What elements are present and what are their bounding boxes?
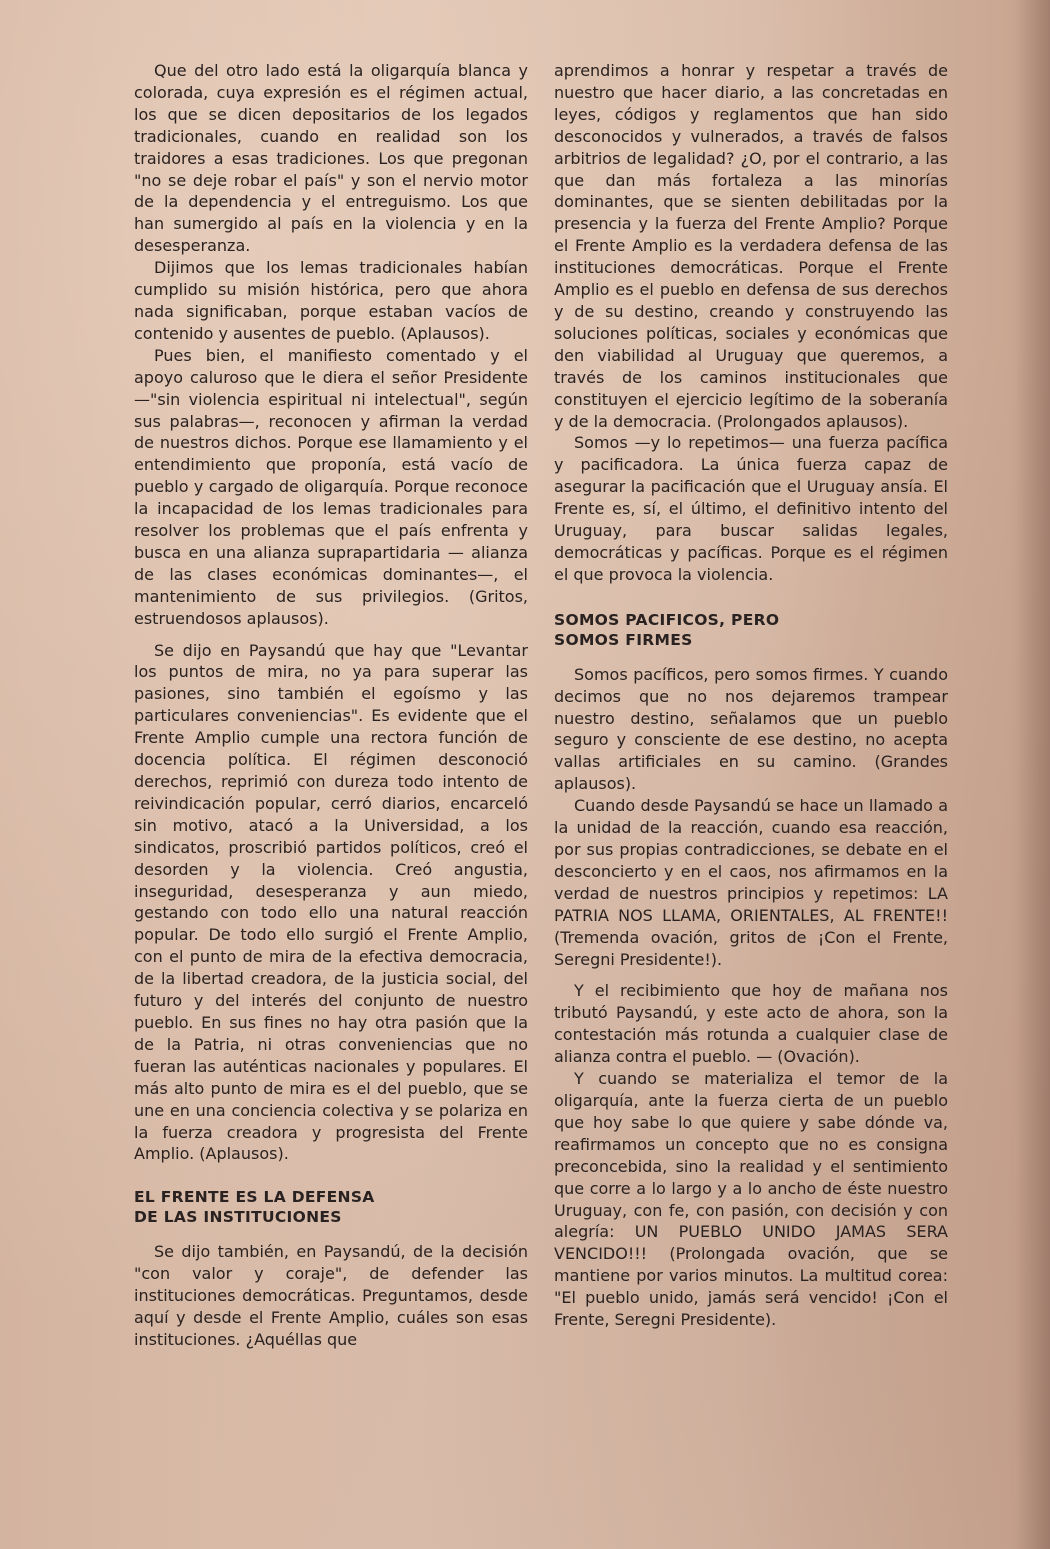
heading-line: SOMOS PACIFICOS, PERO <box>554 610 780 629</box>
paragraph: Dijimos que los lemas tradicionales habían cumplido su misión histórica, pero que ahora nada significaban, porque estaban vacíos de contenido y ausentes de pueblo. (Aplausos). <box>134 258 528 343</box>
heading-line: SOMOS FIRMES <box>554 630 693 649</box>
paragraph: Que del otro lado está la oligarquía blanca y colorada, cuya expresión es el régimen actual, los que se dicen depositarios de los legados tradicionales, cuando en realidad son los traidores a esas tradiciones. Los que pregonan "no se deje robar el país" y son el nervio motor de la dependencia y el entreguismo. Los que han sumergido al país en la violencia y en la desesperanza. <box>134 61 528 256</box>
section-heading <box>134 1187 528 1227</box>
paragraph: Pues bien, el manifiesto comentado y el apoyo caluroso que le diera el señor Presidente —"sin violencia espiritual ni intelectual", según sus palabras—, reconocen y afirman la verdad de nuestros dichos. Porque ese llamamiento y el entendimiento que proponía, está vacío de pueblo y cargado de oligarquía. Porque reconoce la incapacidad de los lemas tradicionales para resolver los problemas que el país enfrenta y busca en una alianza suprapartidaria — alianza de las clases económicas dominantes—, el mantenimiento de sus privilegios. (Gritos, estruendosos aplausos). <box>134 345 528 628</box>
section-heading <box>554 610 948 650</box>
paragraph: Se dijo también, en Paysandú, de la decisión "con valor y coraje", de defender las instituciones democráticas. Preguntamos, desde aquí y desde el Frente Amplio, cuáles son esas instituciones. ¿Aquéllas que <box>134 1242 528 1349</box>
heading-line: DE LAS INSTITUCIONES <box>134 1208 342 1227</box>
paragraph: Se dijo en Paysandú que hay que "Levantar los puntos de mira, no ya para superar las pasiones, sino también el egoísmo y las particulares conveniencias". Es evidente que el Frente Amplio cumple una rectora función de docencia política. El régimen desconoció derechos, reprimió con dureza todo intento de reivindicación popular, cerró diarios, encarceló sin motivo, atacó a la Universidad, a los sindicatos, proscribió partidos políticos, creó el desorden y la violencia. Creó angustia, inseguridad, desesperanza y aun miedo, gestando con todo ello una natural reacción popular. De todo ello surgió el Frente Amplio, con el punto de mira de la efectiva democracia, de la libertad creadora, de la justicia social, del futuro y del interés del conjunto de nuestro pueblo. En sus fines no hay otra pasión que la de la Patria, ni otras conveniencias que no fueran las auténticas nacionales y populares. El más alto punto de mira es el del pueblo, que se une en una conciencia colectiva y se polariza en la fuerza creadora y progresista del Frente Amplio. (Aplausos). <box>134 640 528 1164</box>
left-column <box>134 60 528 1351</box>
paragraph: Y cuando se materializa el temor de la oligarquía, ante la fuerza cierta de un pueblo que hoy sabe lo que quiere y sabe dónde va, reafirmamos un concepto que no es consigna preconcebida, sino la realidad y el sentimiento que corre a lo largo y a lo ancho de éste nuestro Uruguay, con fe, con pasión, con decisión y con alegría: UN PUEBLO UNIDO JAMAS SERA VENCIDO!!! (Prolongada ovación, que se mantiene por varios minutos. La multitud corea: "El pueblo unido, jamás será vencido! ¡Con el Frente, Seregni Presidente). <box>554 1069 948 1330</box>
paragraph: Somos —y lo repetimos— una fuerza pacífica y pacificadora. La única fuerza capaz de asegurar la pacificación que el Uruguay ansía. El Frente es, sí, el último, el definitivo intento del Uruguay, para buscar salidas legales, democráticas y pacíficas. Porque es el régimen el que provoca la violencia. <box>554 433 948 584</box>
paragraph: Somos pacíficos, pero somos firmes. Y cuando decimos que no nos dejaremos trampear nuestro destino, señalamos que un pueblo seguro y consciente de ese destino, no acepta vallas artificiales en su camino. (Grandes aplausos). <box>554 664 948 794</box>
paragraph: Cuando desde Paysandú se hace un llamado a la unidad de la reacción, cuando esa reacción, por sus propias contradicciones, se debate en el desconcierto y en el caos, nos afirmamos en la verdad de nuestros principios y repetimos: LA PATRIA NOS LLAMA, ORIENTALES, AL FRENTE!! (Tremenda ovación, gritos de ¡Con el Frente, Seregni Presidente!). <box>554 796 948 969</box>
right-column <box>554 60 948 1331</box>
paragraph: Y el recibimiento que hoy de mañana nos tributó Paysandú, y este acto de ahora, son la contestación más rotunda a cualquier clase de alianza contra el pueblo. — (Ovación). <box>554 981 948 1067</box>
paragraph: aprendimos a honrar y respetar a través de nuestro que hacer diario, a las concretadas en leyes, códigos y reglamentos que han sido desconocidos y vulnerados, a través de falsos arbitrios de legalidad? ¿O, por el contrario, a las que dan más fortaleza a las minorías dominantes, que se sienten debilitadas por la presencia y la fuerza del Frente Amplio? Porque el Frente Amplio es la verdadera defensa de las instituciones democráticas. Porque el Frente Amplio es el pueblo en defensa de sus derechos y de su destino, creando y construyendo las soluciones políticas, sociales y económicas que den viabilidad al Uruguay que queremos, a través de los caminos institucionales que constituyen el ejercicio legítimo de la soberanía y de la democracia. (Prolongados aplausos). <box>554 61 948 431</box>
heading-line: EL FRENTE ES LA DEFENSA <box>134 1188 375 1207</box>
